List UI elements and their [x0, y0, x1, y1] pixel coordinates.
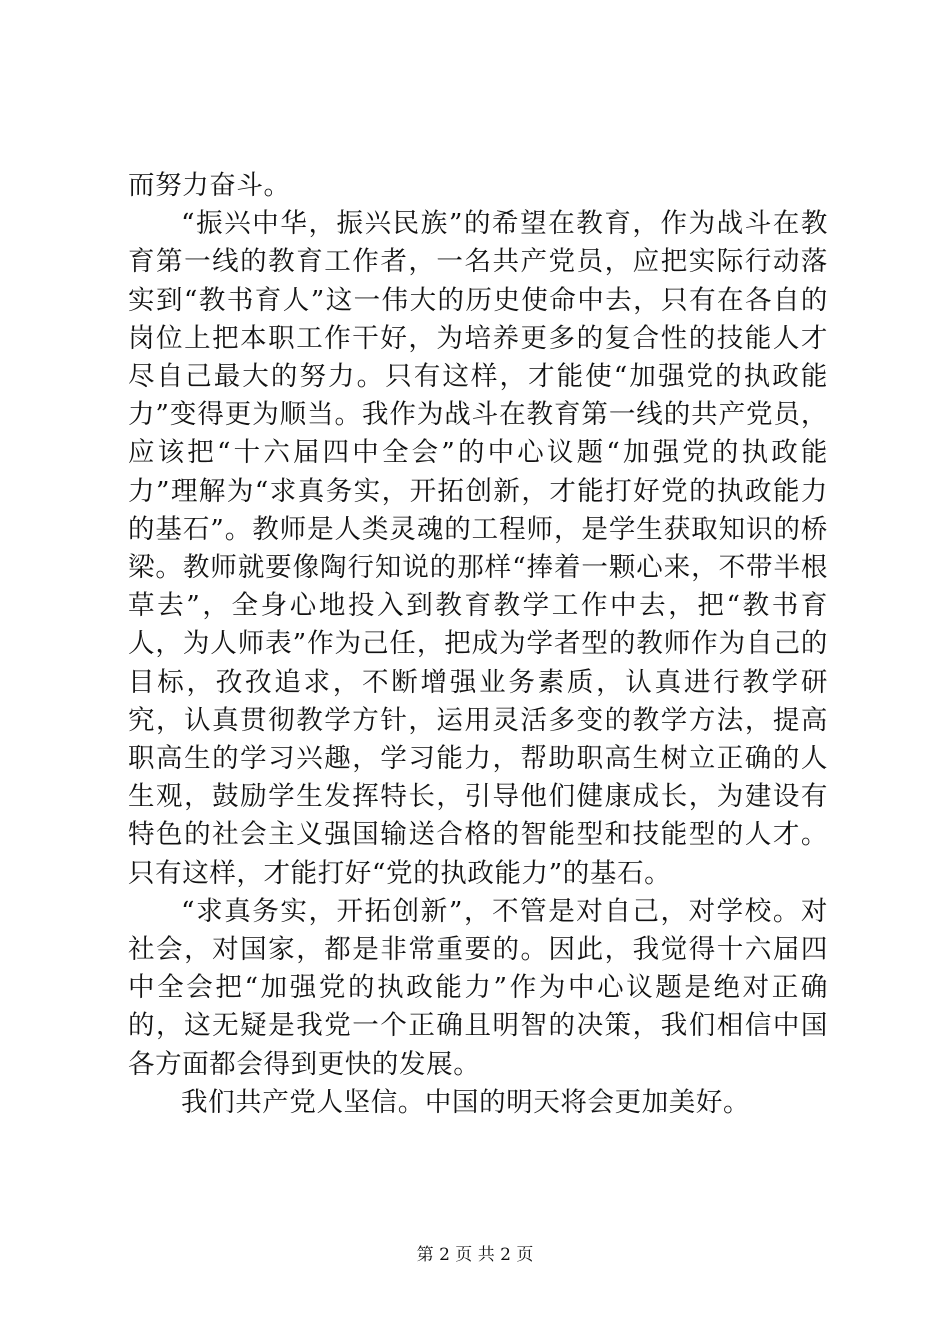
page-footer: 第 2 页 共 2 页	[416, 1245, 534, 1265]
paragraph-continuation: 而努力奋斗。	[128, 170, 291, 201]
paragraph-education-mission: “振兴中华，振兴民族”的希望在教育，作为战斗在教育第一线的教育工作者，一名共产党员，应把实际行动落实到“教书育人”这一伟大的历史使命中去，只有在各自的岗位上把本职工作干好，为培养更多的复合性的技能人才尽自己最大的努力。只有这样，才能使“加强党的执政能力”变得更为顺当。我作为战斗在教育第一线的共产党员，应该把“十六届四中全会”的中心议题“加强党的执政能力”理解为“求真务实，开拓创新，才能打好党的执政能力的基石”。教师是人类灵魂的工程师，是学生获取知识的桥梁。教师就要像陶行知说的那样“捧着一颗心来，不带半根草去”，全身心地投入到教育教学工作中去，把“教书育人，为人师表”作为己任，把成为学者型的教师作为自己的目标，孜孜追求，不断增强业务素质，认真进行教学研究，认真贯彻教学方针，运用灵活多变的教学方法，提高职高生的学习兴趣，学习能力，帮助职高生树立正确的人生观，鼓励学生发挥特长，引导他们健康成长，为建设有特色的社会主义强国输送合格的智能型和技能型的人才。只有这样，才能打好“党的执政能力”的基石。	[128, 208, 828, 889]
body-text	[128, 167, 828, 1122]
paragraph-closing: 我们共产党人坚信。中国的明天将会更加美好。	[181, 1086, 751, 1118]
paragraph-seek-truth: “求真务实，开拓创新”，不管是对自己，对学校。对社会，对国家，都是非常重要的。因此，我觉得十六届四中全会把“加强党的执政能力”作为中心议题是绝对正确的，这无疑是我党一个正确且明智的决策，我们相信中国各方面都会得到更快的发展。	[128, 895, 828, 1080]
